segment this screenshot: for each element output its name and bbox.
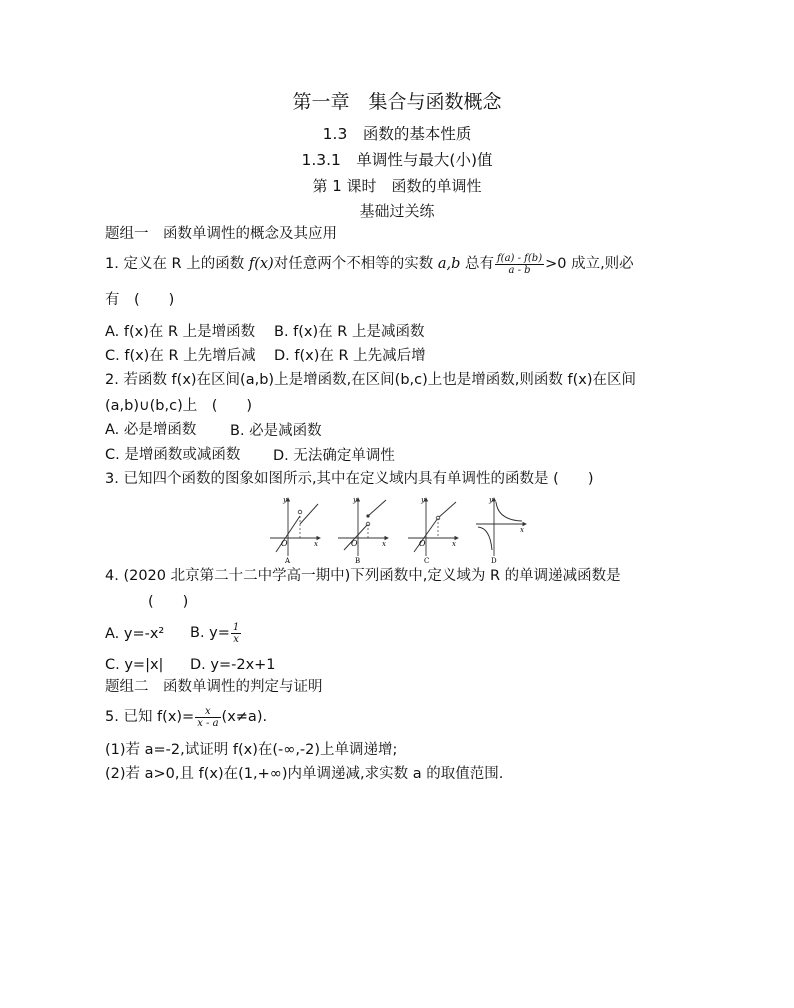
- q1-ab: a,b: [437, 256, 461, 272]
- q1-fx: f(x): [248, 256, 274, 272]
- graph-a: [270, 496, 320, 565]
- q5-part2: (2)若 a>0,且 f(x)在(1,+∞)内单调递减,求实数 a 的取值范围.: [105, 766, 504, 782]
- q4-option-b-fraction: [231, 622, 241, 645]
- q1-option-b: B. f(x)在 R 上是减函数: [274, 324, 425, 340]
- q1-option-a: A. f(x)在 R 上是增函数: [105, 324, 256, 340]
- q1-mid2: 总有: [460, 256, 494, 272]
- q1-stem: [105, 252, 634, 276]
- q5-part1: (1)若 a=-2,试证明 f(x)在(-∞,-2)上单调递增;: [105, 742, 398, 758]
- chapter-title: 第一章 集合与函数概念: [292, 91, 502, 113]
- q4-option-b: [190, 620, 242, 646]
- q1-post: >0 成立,则必: [545, 256, 634, 272]
- q5-fraction-num: x: [195, 706, 220, 718]
- graph-a-x-label: x: [314, 540, 318, 548]
- q1-mid: 对任意两个不相等的实数: [273, 256, 438, 272]
- graph-d-y-label: y: [489, 496, 493, 504]
- q1-pre: 1. 定义在 R 上的函数: [105, 256, 249, 272]
- graph-b-label: B: [355, 557, 361, 565]
- q3-line1: 3. 已知四个函数的图象如图所示,其中在定义域内具有单调性的函数是 ( ): [105, 471, 594, 487]
- graph-b-y-label: y: [353, 496, 357, 504]
- graph-c-label: C: [424, 557, 430, 565]
- q2-option-a: A. 必是增函数: [105, 422, 197, 438]
- q1-fraction-den: a - b: [508, 264, 531, 276]
- graph-b: [338, 496, 388, 565]
- graph-d: [476, 496, 526, 565]
- q2-line2: (a,b)∪(b,c)上 ( ): [105, 398, 253, 414]
- q4-option-c: C. y=|x|: [105, 657, 164, 673]
- graph-c: [408, 496, 458, 565]
- q4-option-b-num: 1: [232, 621, 240, 633]
- q1-line2: 有 ( ): [105, 292, 175, 308]
- graph-a-label: A: [285, 557, 291, 565]
- q4-option-a: A. y=-x²: [105, 626, 165, 642]
- graph-d-label: D: [491, 557, 497, 565]
- q1-fraction-num: f(a) - f(b): [496, 252, 543, 264]
- graph-a-y-label: y: [283, 496, 287, 504]
- q2-option-c: C. 是增函数或减函数: [105, 447, 241, 463]
- q2-line1: 2. 若函数 f(x)在区间(a,b)上是增函数,在区间(b,c)上也是增函数,则函数 f(x)在区间: [105, 372, 636, 388]
- group2-title: 题组二 函数单调性的判定与证明: [105, 679, 323, 695]
- q1-fraction: [495, 253, 544, 276]
- q2-option-d: D. 无法确定单调性: [273, 448, 395, 464]
- graph-c-y-label: y: [421, 496, 425, 504]
- graph-c-x-label: x: [452, 540, 456, 548]
- q3-function-graphs: [266, 494, 528, 566]
- graph-a-origin: O: [281, 539, 288, 548]
- q1-option-c: C. f(x)在 R 上先增后减: [105, 348, 256, 364]
- q2-option-b: B. 必是减函数: [230, 423, 322, 439]
- graph-d-x-label: x: [520, 526, 524, 534]
- q4-line1: 4. (2020 北京第二十二中学高一期中)下列函数中,定义域为 R 的单调递减函数是: [105, 568, 621, 584]
- q5-pre: 5. 已知 f(x)=: [105, 709, 195, 725]
- q4-option-b-den: x: [233, 633, 239, 645]
- graph-b-origin: O: [351, 539, 358, 548]
- q4-line2: ( ): [148, 594, 189, 610]
- graph-b-x-label: x: [382, 540, 386, 548]
- q4-option-d: D. y=-2x+1: [190, 657, 276, 673]
- q1-option-d: D. f(x)在 R 上先减后增: [274, 348, 426, 364]
- group1-title: 题组一 函数单调性的概念及其应用: [105, 226, 337, 242]
- q4-option-b-pre: B. y=: [190, 625, 230, 641]
- graph-c-origin: O: [419, 539, 426, 548]
- q5-post: (x≠a).: [221, 709, 268, 725]
- section-title: 1.3 函数的基本性质: [322, 125, 472, 143]
- lesson-title: 第 1 课时 函数的单调性: [312, 177, 482, 195]
- subsection-title: 1.3.1 单调性与最大(小)值: [301, 151, 493, 169]
- q5-fraction-den: x - a: [197, 717, 219, 729]
- q5-fraction: [195, 706, 220, 729]
- q5-stem: [105, 704, 267, 730]
- practice-title: 基础过关练: [359, 202, 435, 220]
